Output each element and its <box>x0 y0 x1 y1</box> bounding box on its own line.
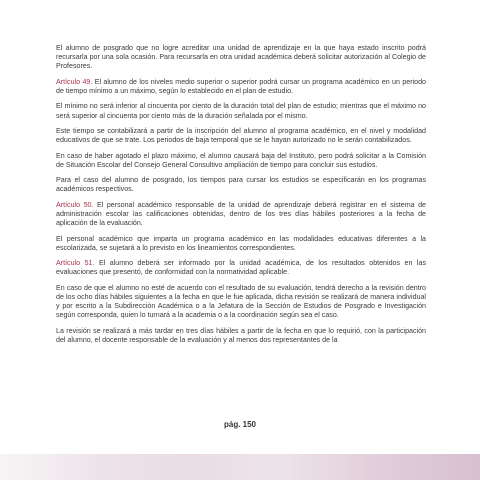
document-body <box>56 44 426 351</box>
article-label: Artículo 51. <box>56 259 95 268</box>
article-label: Artículo 49. <box>56 77 93 86</box>
paragraph-2 <box>56 102 426 120</box>
paragraph-text: El personal académico que imparta un programa académico en las modalidades educativas diferentes a la escolarizada, se sujetará a lo previsto en los lineamientos correspondientes. <box>56 234 426 252</box>
paragraph-5 <box>56 176 426 194</box>
paragraph-text: La revisión se realizará a más tardar en tres días hábiles a partir de la fecha en que lo requirió, con la participación del alumno, el docente responsable de la evaluación y al menos dos representantes de la <box>56 326 426 344</box>
paragraph-10 <box>56 327 426 345</box>
paragraph-0 <box>56 44 426 72</box>
paragraph-text: Este tiempo se contabilizará a partir de la inscripción del alumno al programa académico, en el nivel y modalidad educativos de que se trate. Los periodos de baja temporal que se le hayan autorizado no le serán contabilizados. <box>56 126 426 145</box>
paragraph-text: El alumno deberá ser informado por la unidad académica, de los resultados obtenidos en las evaluaciones que presentó, de conformidad con la normatividad aplicable. <box>56 259 426 277</box>
paragraph-text: El mínimo no será inferior al cincuenta por ciento de la duración total del plan de estudio; mientras que el máximo no será superior al cincuenta por ciento más de la duración señalada por el mismo. <box>56 102 426 120</box>
footer-decorative-band <box>0 454 480 480</box>
paragraph-text: Para el caso del alumno de posgrado, los tiempos para cursar los estudios se especificarán en los programas académicos respectivos. <box>56 176 426 194</box>
paragraph-text: En caso de que el alumno no esté de acuerdo con el resultado de su evaluación, tendrá derecho a la revisión dentro de los ocho días hábiles siguientes a la fecha en que le fue aplicada, dicha revisión se realizará de manera individual y por escrito a la Subdirección Académica o a la Jefatura de la Sección de Estudios de Posgrado e Investigación según corresponda, quien lo turnará a la academia o a la coordinación según sea el caso. <box>56 283 426 320</box>
paragraph-4 <box>56 152 426 170</box>
page-number: pág. 150 <box>223 420 256 429</box>
article-label: Artículo 50. <box>56 200 94 209</box>
paragraph-text: El personal académico responsable de la unidad de aprendizaje deberá registrar en el sistema de administración escolar las calificaciones obtenidas, dentro de los tres días hábiles posteriores a la fecha de aplicación de la evaluación. <box>56 200 426 228</box>
paragraph-7 <box>56 235 426 253</box>
paragraph-3 <box>56 127 426 145</box>
paragraph-1 <box>56 78 426 96</box>
paragraph-6 <box>56 201 426 229</box>
paragraph-text: El alumno de los niveles medio superior o superior podrá cursar un programa académico en un periodo de tiempo mínimo a un máximo, según lo establecido en el plan de estudio. <box>56 77 426 95</box>
paragraph-8 <box>56 259 426 277</box>
paragraph-text: En caso de haber agotado el plazo máximo, el alumno causará baja del Instituto, pero podrá solicitar a la Comisión de Situación Escolar del Consejo General Consultivo ampliación de tiempo para concluir sus estudios. <box>56 151 426 169</box>
paragraph-9 <box>56 284 426 321</box>
paragraph-text: El alumno de posgrado que no logre acreditar una unidad de aprendizaje en la que haya estado inscrito podrá recursarla por una sola ocasión. Para recursarla en otra unidad académica deberá solicitar autorización al Colegio de Profesores. <box>56 44 426 71</box>
